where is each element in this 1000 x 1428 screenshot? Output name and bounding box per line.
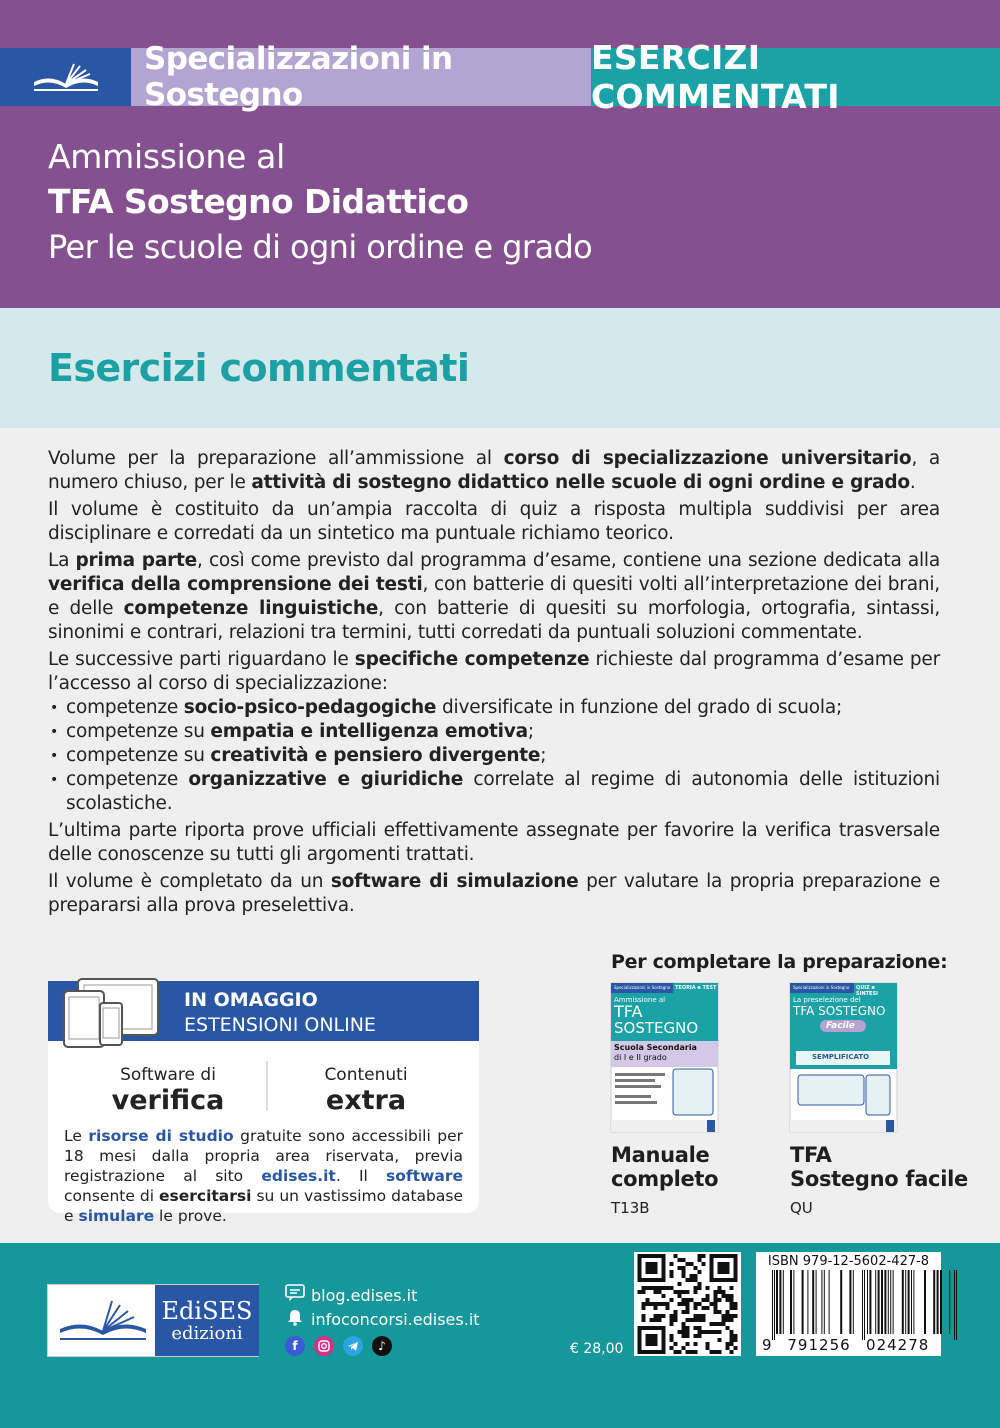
online-extensions-box <box>48 981 479 1225</box>
social-links <box>285 1336 392 1356</box>
book-1-name[interactable] <box>611 1143 718 1191</box>
cover-small: La preselezione del <box>793 996 861 1004</box>
cover-sub-1: SEMPLIFICATO <box>812 1053 870 1061</box>
cover-tag: QUIZ e SINTESI <box>856 985 878 997</box>
chat-icon <box>285 1284 305 1306</box>
list-item: • competenze su creatività e pensiero divergente; <box>48 744 940 768</box>
cover-sub-2: di I e II grado <box>614 1053 667 1062</box>
cover-series: Specializzazioni in Sostegno <box>614 985 671 990</box>
gift-subtitle: ESTENSIONI ONLINE <box>184 1014 376 1036</box>
title-line-1: Ammissione al <box>48 137 285 176</box>
cover-series: Specializzazioni in Sostegno <box>793 985 850 990</box>
book-1-code: T13B <box>611 1199 650 1217</box>
series-name: Specializzazioni in Sostegno <box>131 48 591 106</box>
cover-tag: TEORIA e TEST <box>675 985 717 991</box>
barcode-digits <box>762 1336 937 1354</box>
related-books-title: Per completare la preparazione: <box>611 951 948 973</box>
paragraph-3: La prima parte, così come previsto dal programma d’esame, contiene una sezione dedicata alla verifica della comprensione dei testi, con batterie di quesiti volti all’interpretazione dei brani, e delle competenze linguistiche, con batterie di quesiti su morfologia, ortografia, sintassi, sinonimi e contrari, relazioni tra termini, tutti corredati da puntuali soluzioni commentate. <box>48 550 940 643</box>
extra-content-feature <box>304 1065 428 1117</box>
series-bar <box>0 38 1000 116</box>
cover-big-1: TFA <box>614 1002 643 1021</box>
publisher-wordmark <box>155 1285 259 1356</box>
feature-value: extra <box>325 1085 407 1116</box>
list-item: • competenze socio-psico-pedagogiche diversificate in funzione del grado di scuola; <box>48 696 940 720</box>
info-url: infoconcorsi.edises.it <box>311 1309 480 1329</box>
feature-label: Software di <box>120 1065 216 1085</box>
feature-value: verifica <box>111 1085 225 1116</box>
description <box>48 447 940 921</box>
feature-label: Contenuti <box>324 1065 408 1085</box>
gift-title: IN OMAGGIO <box>184 989 318 1011</box>
list-item: • competenze organizzative e giuridiche correlate al regime di autonomia delle istituzioni scolastiche. <box>48 768 940 816</box>
gift-description: Le risorse di studio gratuite sono accessibili per 18 mesi dalla propria area riservata, previa registrazione al sito edises.it. Il software consente di esercitarsi su un vastissimo database e simulare le prove. <box>64 1127 463 1225</box>
price: € 28,00 <box>570 1341 624 1357</box>
blog-url: blog.edises.it <box>311 1285 418 1305</box>
subtitle: Esercizi commentati <box>48 346 470 390</box>
book-name-line: TFA <box>790 1143 832 1167</box>
book-2-name[interactable] <box>790 1143 968 1191</box>
competence-list <box>48 696 940 816</box>
book-name-line: Sostegno facile <box>790 1167 968 1191</box>
blog-link[interactable] <box>285 1284 417 1306</box>
telegram-icon[interactable] <box>343 1336 363 1356</box>
cover-big-1: TFA SOSTEGNO <box>793 1004 886 1018</box>
tiktok-icon[interactable]: ♪ <box>372 1336 392 1356</box>
barcode-digit-group: 024278 <box>866 1336 930 1354</box>
isbn-text: ISBN 979-12-5602-427-8 <box>767 1254 930 1269</box>
publisher-name: EdiSES <box>161 1296 253 1325</box>
isbn-barcode <box>756 1252 941 1356</box>
cover-sub-1: Scuola Secondaria <box>614 1043 697 1052</box>
cover-big-2: SOSTEGNO <box>614 1019 699 1037</box>
barcode-digit-group: 9 <box>762 1336 772 1354</box>
title-line-2: TFA Sostegno Didattico <box>48 182 469 221</box>
book-name-line: completo <box>611 1167 719 1191</box>
paragraph-6: Il volume è completato da un software di simulazione per valutare la propria preparazione e prepararsi alla prova preselettiva. <box>48 871 941 916</box>
paragraph-2: Il volume è costituito da un’ampia raccolta di quiz a risposta multipla suddivisi per area disciplinare e corredati da un sintetico ma puntuale richiamo teorico. <box>48 499 940 544</box>
open-book-logo-icon <box>0 48 131 106</box>
bell-icon <box>285 1308 305 1330</box>
instagram-icon[interactable] <box>314 1336 334 1356</box>
cover-small: Ammissione al <box>614 996 666 1004</box>
paragraph-4: Le successive parti riguardano le specifiche competenze richieste dal programma d’esame per l’accesso al corso di specializzazione: <box>48 649 940 694</box>
qr-code-icon <box>634 1252 741 1356</box>
facebook-icon[interactable]: f <box>285 1336 305 1356</box>
paragraph-5: L’ultima parte riporta prove ufficiali effettivamente assegnate per favorire la verifica trasversale delle conoscenze su tutti gli argomenti trattati. <box>48 820 940 865</box>
divider <box>266 1061 268 1111</box>
software-feature <box>104 1065 232 1117</box>
barcode-digit-group: 791256 <box>787 1336 851 1354</box>
publisher-logo[interactable] <box>47 1284 259 1357</box>
paragraph-1: Volume per la preparazione all’ammissione al corso di specializzazione universitario, a numero chiuso, per le attività di sostegno didattico nelle scuole di ogni ordine e grado. <box>48 448 940 493</box>
open-book-icon <box>56 1297 150 1349</box>
publisher-sub: edizioni <box>171 1322 243 1344</box>
series-type: ESERCIZI COMMENTATI <box>591 48 1000 106</box>
cover-badge: Facile <box>826 1021 855 1031</box>
devices-icon <box>62 975 174 1055</box>
list-item: • competenze su empatia e intelligenza emotiva; <box>48 720 940 744</box>
book-name-line: Manuale <box>611 1143 710 1167</box>
info-link[interactable] <box>285 1308 480 1330</box>
book-2-code: QU <box>790 1199 813 1217</box>
title-line-3: Per le scuole di ogni ordine e grado <box>48 228 593 266</box>
